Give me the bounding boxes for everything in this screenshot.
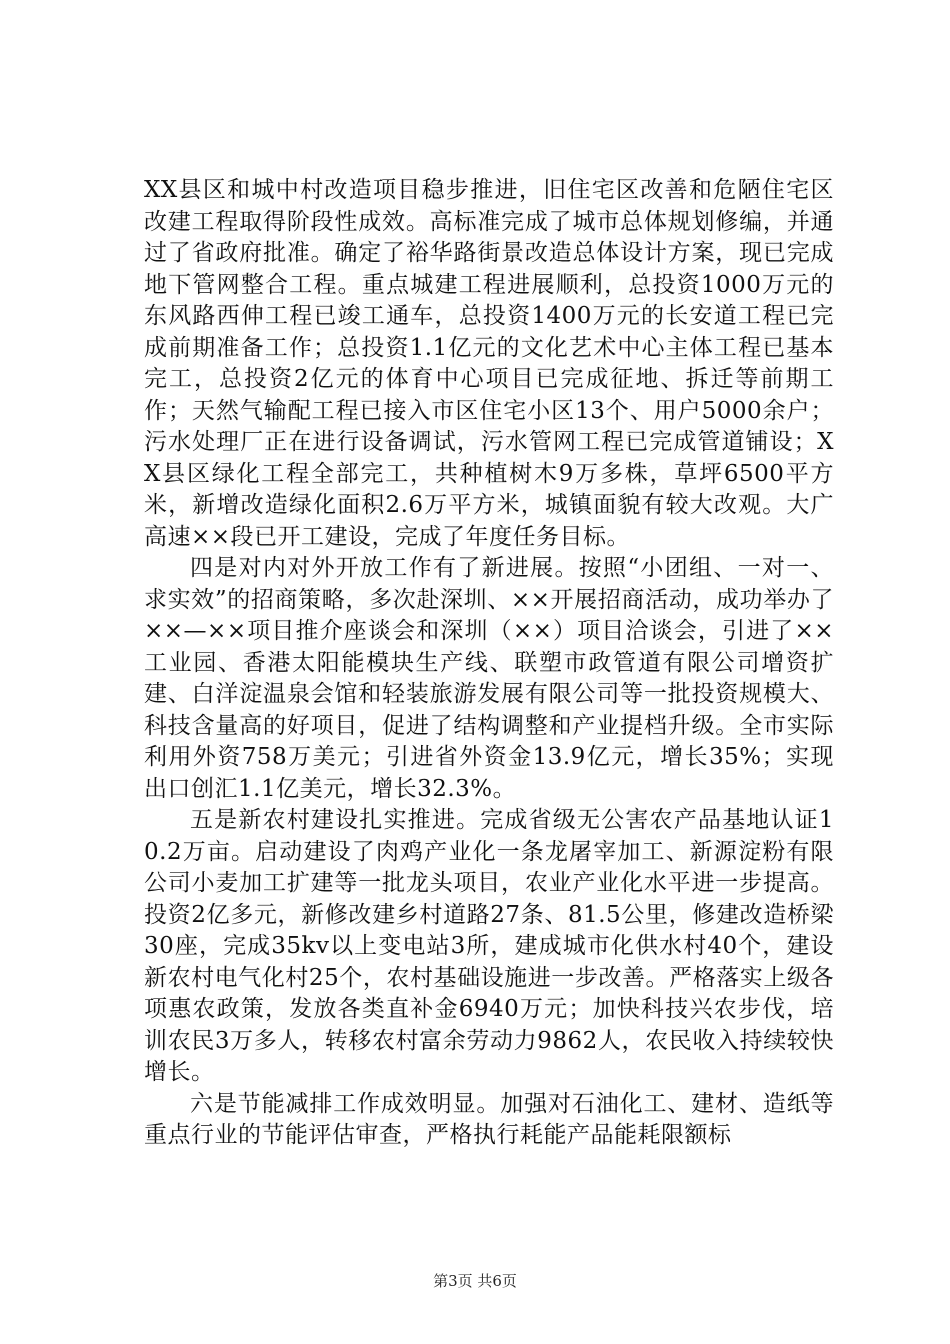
paragraph-urban-construction: XX县区和城中村改造项目稳步推进，旧住宅区改善和危陋住宅区改建工程取得阶段性成效。高标准完成了城市总体规划修编，并通过了省政府批准。确定了裕华路街景改造总体设计方案，现已完成地下管网整合工程。重点城建工程进展顺利，总投资1000万元的东风路西伸工程已竣工通车，总投资1400万元的长安道工程已完成前期准备工作；总投资1.1亿元的文化艺术中心主体工程已基本完工，总投资2亿元的体育中心项目已完成征地、拆迁等前期工作；天然气输配工程已接入市区住宅小区13个、用户5000余户；污水处理厂正在进行设备调试，污水管网工程已完成管道铺设；XX县区绿化工程全部完工，共种植树木9万多株，草坪6500平方米，新增改造绿化面积2.6万平方米，城镇面貌有较大改观。大广高速××段已开工建设，完成了年度任务目标。 <box>144 177 834 550</box>
paragraph-new-countryside: 五是新农村建设扎实推进。完成省级无公害农产品基地认证10.2万亩。启动建设了肉鸡产业化一条龙屠宰加工、新源淀粉有限公司小麦加工扩建等一批龙头项目，农业产业化水平进一步提高。投资2亿多元，新修改建乡村道路27条、81.5公里，修建改造桥梁30座，完成35kv以上变电站3所，建成城市化供水村40个，建设新农村电气化村25个，农村基础设施进一步改善。严格落实上级各项惠农政策，发放各类直补金6940万元；加快科技兴农步伐，培训农民3万多人，转移农村富余劳动力9862人，农民收入持续较快增长。 <box>144 807 834 1085</box>
page-number-footer: 第3页 共6页 <box>433 1272 517 1290</box>
body-text <box>144 175 834 1152</box>
paragraph-energy-saving: 六是节能减排工作成效明显。加强对石油化工、建材、造纸等重点行业的节能评估审查，严格执行耗能产品能耗限额标 <box>144 1090 834 1148</box>
paragraph-opening-up: 四是对内对外开放工作有了新进展。按照“小团组、一对一、求实效”的招商策略，多次赴深圳、××开展招商活动，成功举办了××—××项目推介座谈会和深圳（××）项目洽谈会，引进了××工业园、香港太阳能模块生产线、联塑市政管道有限公司增资扩建、白洋淀温泉会馆和轻装旅游发展有限公司等一批投资规模大、科技含量高的好项目，促进了结构调整和产业提档升级。全市实际利用外资758万美元；引进省外资金13.9亿元，增长35%；实现出口创汇1.1亿美元，增长32.3%。 <box>144 555 834 802</box>
